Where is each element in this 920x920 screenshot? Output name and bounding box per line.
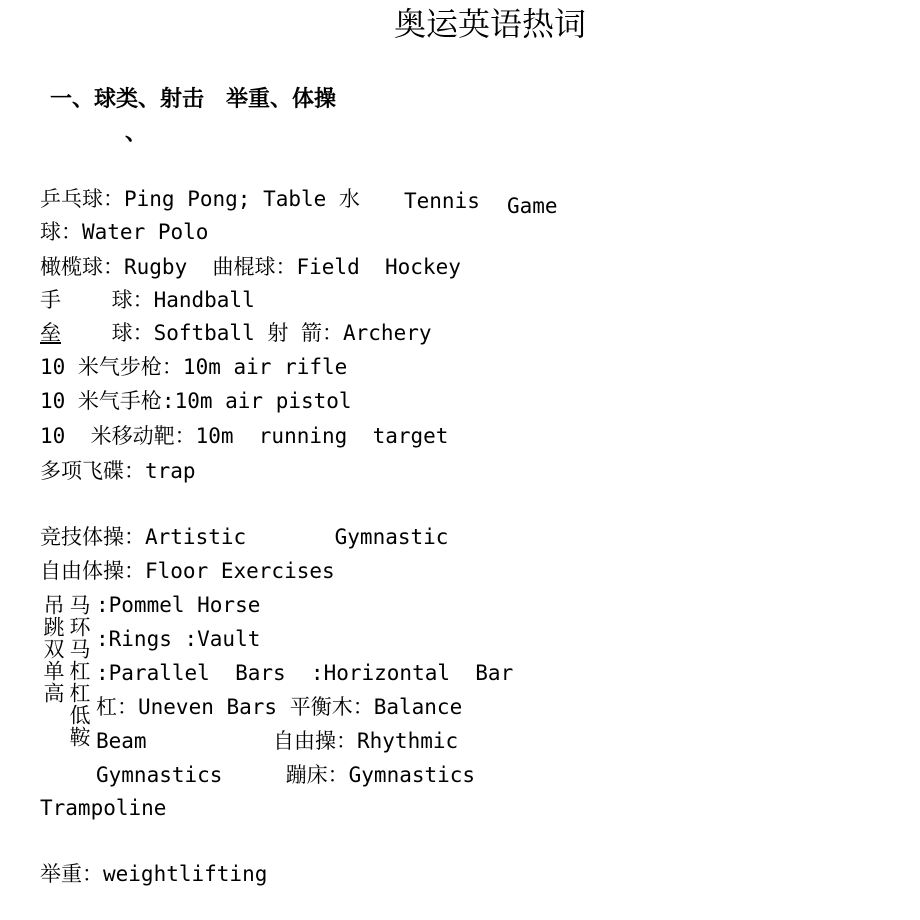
line-uneven-balance: 杠：Uneven Bars 平衡木：Balance [96,695,463,719]
line-trap: 多项飞碟：trap [40,459,196,483]
line-water-polo: 球：Water Polo [40,220,209,244]
softball-archery-text: 球：Softball 射 箭：Archery [61,321,432,345]
line-air-rifle: 10 米气步枪：10m air rifle [40,355,348,379]
line-floor-exercises: 自由体操：Floor Exercises [40,559,335,583]
line-ping-pong: 乒乓球：Ping Pong; Table 水 [40,187,360,211]
line-handball: 手 球：Handball [40,288,255,312]
line-trampoline: Trampoline [40,796,167,820]
line-game: Game [507,194,558,218]
section-heading: 一、球类、射击 举重、体操 [50,87,337,112]
line-parallel-horizontal: :Parallel Bars :Horizontal Bar [96,661,514,685]
line-artistic-gymnastic: 竞技体操：Artistic Gymnastic [40,525,449,549]
line-rugby-hockey: 橄榄球：Rugby 曲棍球：Field Hockey [40,255,461,279]
line-running-target: 10 米移动靶：10m running target [40,424,449,448]
line-weightlifting: 举重：weightlifting [40,862,268,886]
line-softball-archery [40,318,432,348]
line-gymnastics-trampoline: Gymnastics 蹦床：Gymnastics [96,763,476,787]
line-tennis: Tennis [404,189,480,213]
page-title: 奥运英语热词 [393,5,586,43]
line-rings-vault: :Rings :Vault [96,627,261,651]
line-beam-rhythmic: Beam 自由操：Rhythmic [96,729,459,753]
vertical-apparatus-label: 马环马杠杠低鞍吊跳双单高 [41,594,91,748]
underlined-char: 垒 [40,321,61,345]
line-pommel-horse: :Pommel Horse [96,593,261,617]
section-mark: 、 [125,121,148,146]
line-air-pistol: 10 米气手枪:10m air pistol [40,389,352,413]
